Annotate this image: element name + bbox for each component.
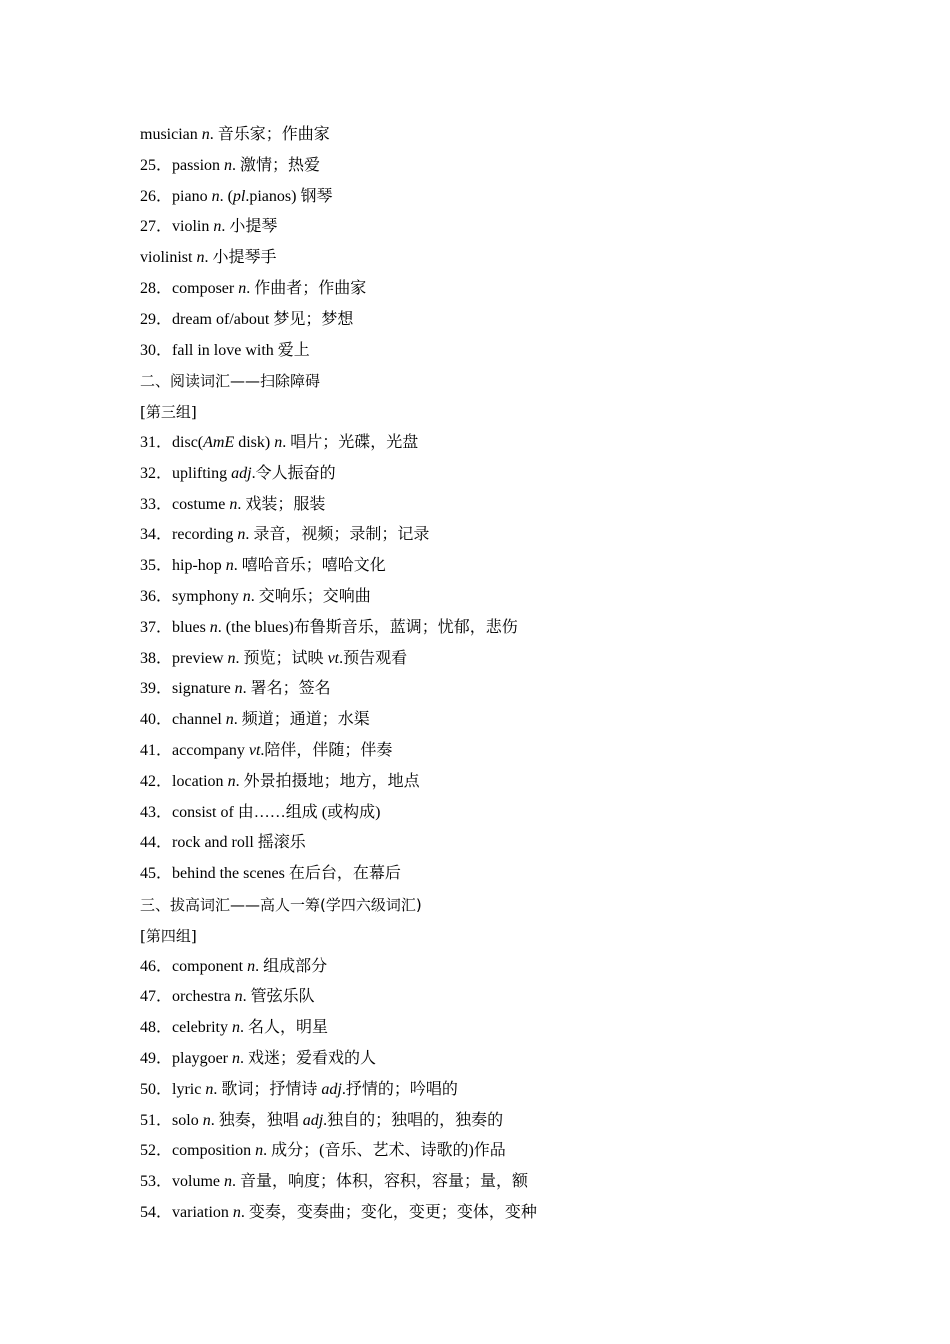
part-of-speech: n xyxy=(227,772,236,790)
vocab-entry xyxy=(140,859,840,890)
entry-word: musician xyxy=(140,126,198,143)
entry-word: behind the scenes xyxy=(172,865,285,883)
entry-definition: .pianos) 钢琴 xyxy=(245,187,333,205)
entry-number: 36． xyxy=(140,587,173,605)
entry-number: 51． xyxy=(140,1111,173,1129)
entry-definition: . 频道；通道；水渠 xyxy=(233,711,370,729)
vocab-entry xyxy=(140,428,840,459)
vocab-entry xyxy=(140,1044,840,1075)
vocab-entry xyxy=(140,212,840,243)
entry-number: 54． xyxy=(140,1203,173,1221)
entry-word: symphony xyxy=(172,587,239,605)
vocab-entry xyxy=(140,520,840,551)
part-of-speech: n xyxy=(211,187,220,205)
entry-definition: . 外景拍摄地；地方，地点 xyxy=(235,772,420,790)
entry-number: 32． xyxy=(140,464,173,482)
entry-word: accompany xyxy=(172,741,245,759)
entry-definition: .抒情的；吟唱的 xyxy=(341,1080,458,1098)
entry-number: 34． xyxy=(140,526,173,544)
entry-number: 44． xyxy=(140,834,173,852)
entry-number: 41． xyxy=(140,741,173,759)
entry-word: preview xyxy=(172,649,224,667)
entry-definition: 由……组成 (或构成) xyxy=(233,803,381,821)
entry-definition: . 预览；试映 xyxy=(235,649,328,667)
entry-definition: . 嘻哈音乐；嘻哈文化 xyxy=(233,557,386,575)
part-of-speech: vt xyxy=(248,741,261,759)
vocab-entry xyxy=(140,705,840,736)
entry-number: 29． xyxy=(140,310,173,328)
part-of-speech: n xyxy=(225,711,234,729)
vocab-entry xyxy=(140,182,840,213)
vocab-entry xyxy=(140,243,840,274)
part-of-speech: n xyxy=(224,156,233,174)
entry-number: 25． xyxy=(140,156,173,174)
entry-number: 35． xyxy=(140,557,173,575)
entry-number: 40． xyxy=(140,711,173,729)
entry-word: volume xyxy=(172,1173,221,1191)
part-of-speech: n xyxy=(231,1019,240,1037)
entry-word: passion xyxy=(172,156,221,174)
entry-word: disc( xyxy=(172,433,204,451)
entry-number: 52． xyxy=(140,1142,173,1160)
entry-word: signature xyxy=(172,680,231,698)
vocab-entry xyxy=(140,582,840,613)
entry-word: rock and roll xyxy=(172,834,254,852)
entry-word: composer xyxy=(172,279,235,297)
vocab-entry xyxy=(140,736,840,767)
entry-word: playgoer xyxy=(172,1049,228,1067)
entry-definition: disk) xyxy=(234,433,275,451)
vocabulary-page xyxy=(140,120,840,1229)
vocab-entry xyxy=(140,274,840,305)
entry-number: 49． xyxy=(140,1049,173,1067)
part-of-speech: n xyxy=(227,649,236,667)
entry-definition: . 作曲者；作曲家 xyxy=(246,279,367,297)
entry-number: 37． xyxy=(140,618,173,636)
entry-word: violinist xyxy=(140,249,193,267)
vocab-entry xyxy=(140,305,840,336)
part-of-speech: n xyxy=(274,433,283,451)
part-of-speech: n xyxy=(237,526,246,544)
part-of-speech: n xyxy=(201,126,210,143)
part-of-speech: AmE xyxy=(203,433,235,451)
entry-word: orchestra xyxy=(172,988,231,1006)
vocab-entry xyxy=(140,982,840,1013)
section-heading: 二、阅读词汇——扫除障碍 xyxy=(140,372,321,391)
entry-definition: . 署名；签名 xyxy=(242,680,331,698)
entry-number: 45． xyxy=(140,865,173,883)
entry-definition: . 变奏，变奏曲；变化，变更；变体，变种 xyxy=(240,1203,537,1221)
entry-number: 50． xyxy=(140,1080,173,1098)
entry-definition: .预告观看 xyxy=(339,649,408,667)
entry-definition: . 戏迷；爱看戏的人 xyxy=(240,1049,377,1067)
part-of-speech: n xyxy=(213,218,222,236)
entry-word: recording xyxy=(172,526,234,544)
part-of-speech: n xyxy=(247,957,256,975)
part-of-speech: n xyxy=(255,1142,264,1160)
entry-word: consist of xyxy=(172,803,234,821)
entry-number: 28． xyxy=(140,279,173,297)
part-of-speech: n xyxy=(202,1111,211,1129)
entry-definition: .陪伴，伴随；伴奏 xyxy=(260,741,393,759)
part-of-speech: n xyxy=(234,680,243,698)
entry-word: celebrity xyxy=(172,1019,228,1037)
entry-definition: . 歌词；抒情诗 xyxy=(213,1080,322,1098)
entry-definition: . 管弦乐队 xyxy=(242,988,315,1006)
part-of-speech: n xyxy=(224,1173,233,1191)
part-of-speech: n xyxy=(229,495,238,513)
entry-definition: . 音量，响度；体积，容积，容量；量，额 xyxy=(232,1173,529,1191)
entry-definition: . 成分；(音乐、艺术、诗歌的)作品 xyxy=(263,1142,506,1160)
vocab-entry xyxy=(140,644,840,675)
vocab-entry xyxy=(140,1136,840,1167)
vocab-entry xyxy=(140,767,840,798)
entry-definition: . 戏装；服装 xyxy=(237,495,326,513)
entry-definition: . 名人，明星 xyxy=(239,1019,328,1037)
vocab-entry xyxy=(140,1167,840,1198)
entry-word: variation xyxy=(172,1203,229,1221)
entry-definition: 爱上 xyxy=(273,341,310,359)
vocab-entry xyxy=(140,828,840,859)
entry-number: 27． xyxy=(140,218,173,236)
entry-word: lyric xyxy=(172,1080,202,1098)
part-of-speech: n xyxy=(196,249,205,267)
vocab-entry xyxy=(140,151,840,182)
entry-definition: .独自的；独唱的，独奏的 xyxy=(323,1111,504,1129)
part-of-speech: n xyxy=(232,1203,241,1221)
entry-number: 39． xyxy=(140,680,173,698)
vocab-entry xyxy=(140,1106,840,1137)
part-of-speech: vt xyxy=(327,649,340,667)
entry-definition: . ( xyxy=(219,187,233,205)
vocab-entry xyxy=(140,1075,840,1106)
vocab-entry xyxy=(140,459,840,490)
entry-word: component xyxy=(172,957,244,975)
entry-word: violin xyxy=(172,218,210,236)
entry-number: 46． xyxy=(140,957,173,975)
entry-word: dream of/about xyxy=(172,310,270,328)
entry-number: 42． xyxy=(140,772,173,790)
vocab-entry xyxy=(140,613,840,644)
entry-word: costume xyxy=(172,495,226,513)
entry-number: 53． xyxy=(140,1173,173,1191)
vocab-entry xyxy=(140,798,840,829)
entry-definition: . 小提琴 xyxy=(221,218,278,236)
entry-word: fall in love with xyxy=(172,341,274,359)
entry-number: 43． xyxy=(140,803,173,821)
entry-number: 33． xyxy=(140,495,173,513)
part-of-speech: n xyxy=(205,1080,214,1098)
entry-number: 31． xyxy=(140,433,173,451)
part-of-speech: n xyxy=(234,988,243,1006)
entry-number: 38． xyxy=(140,649,173,667)
entry-definition: . 小提琴手 xyxy=(204,249,277,267)
part-of-speech: n xyxy=(225,557,234,575)
entry-definition: 摇滚乐 xyxy=(253,834,306,852)
part-of-speech: pl xyxy=(232,187,246,205)
entry-word: hip-hop xyxy=(172,557,222,575)
entry-definition: . 音乐家；作曲家 xyxy=(209,126,330,143)
vocab-entry xyxy=(140,1013,840,1044)
entry-definition: 梦见；梦想 xyxy=(269,310,354,328)
entry-word: blues xyxy=(172,618,206,636)
entry-definition: .令人振奋的 xyxy=(251,464,336,482)
part-of-speech: n xyxy=(232,1049,240,1067)
entry-word: uplifting xyxy=(172,464,228,482)
vocab-entry xyxy=(140,952,840,983)
part-of-speech: adj xyxy=(231,464,252,482)
entry-number: 26． xyxy=(140,187,173,205)
part-of-speech: n xyxy=(209,618,218,636)
vocab-entry xyxy=(140,120,840,151)
entry-definition: . (the blues)布鲁斯音乐，蓝调；忧郁，悲伤 xyxy=(217,618,518,636)
part-of-speech: n xyxy=(238,279,247,297)
vocab-entry xyxy=(140,490,840,521)
entry-number: 48． xyxy=(140,1019,173,1037)
vocab-entry xyxy=(140,551,840,582)
entry-definition: . 唱片；光碟，光盘 xyxy=(282,433,419,451)
group-label: [第四组] xyxy=(140,926,197,945)
entry-definition: . 录音，视频；录制；记录 xyxy=(245,526,430,544)
vocab-entry xyxy=(140,674,840,705)
part-of-speech: adj xyxy=(321,1080,342,1098)
vocab-entry xyxy=(140,336,840,367)
entry-definition: . 独奏，独唱 xyxy=(210,1111,303,1129)
entry-number: 30． xyxy=(140,341,173,359)
section-heading: 三、拔高词汇——高人一筹(学四六级词汇) xyxy=(140,895,422,914)
entry-definition: 在后台，在幕后 xyxy=(284,865,401,883)
entry-word: channel xyxy=(172,711,222,729)
part-of-speech: adj xyxy=(302,1111,324,1129)
entry-word: composition xyxy=(172,1142,252,1160)
entry-definition: . 激情；热爱 xyxy=(232,156,321,174)
part-of-speech: n xyxy=(242,587,251,605)
entry-definition: . 组成部分 xyxy=(255,957,328,975)
group-label: [第三组] xyxy=(140,403,197,422)
entry-word: piano xyxy=(172,187,208,205)
vocab-entry xyxy=(140,1198,840,1229)
entry-word: solo xyxy=(172,1111,199,1129)
entry-word: location xyxy=(172,772,224,790)
entry-definition: . 交响乐；交响曲 xyxy=(250,587,371,605)
entry-number: 47． xyxy=(140,988,173,1006)
